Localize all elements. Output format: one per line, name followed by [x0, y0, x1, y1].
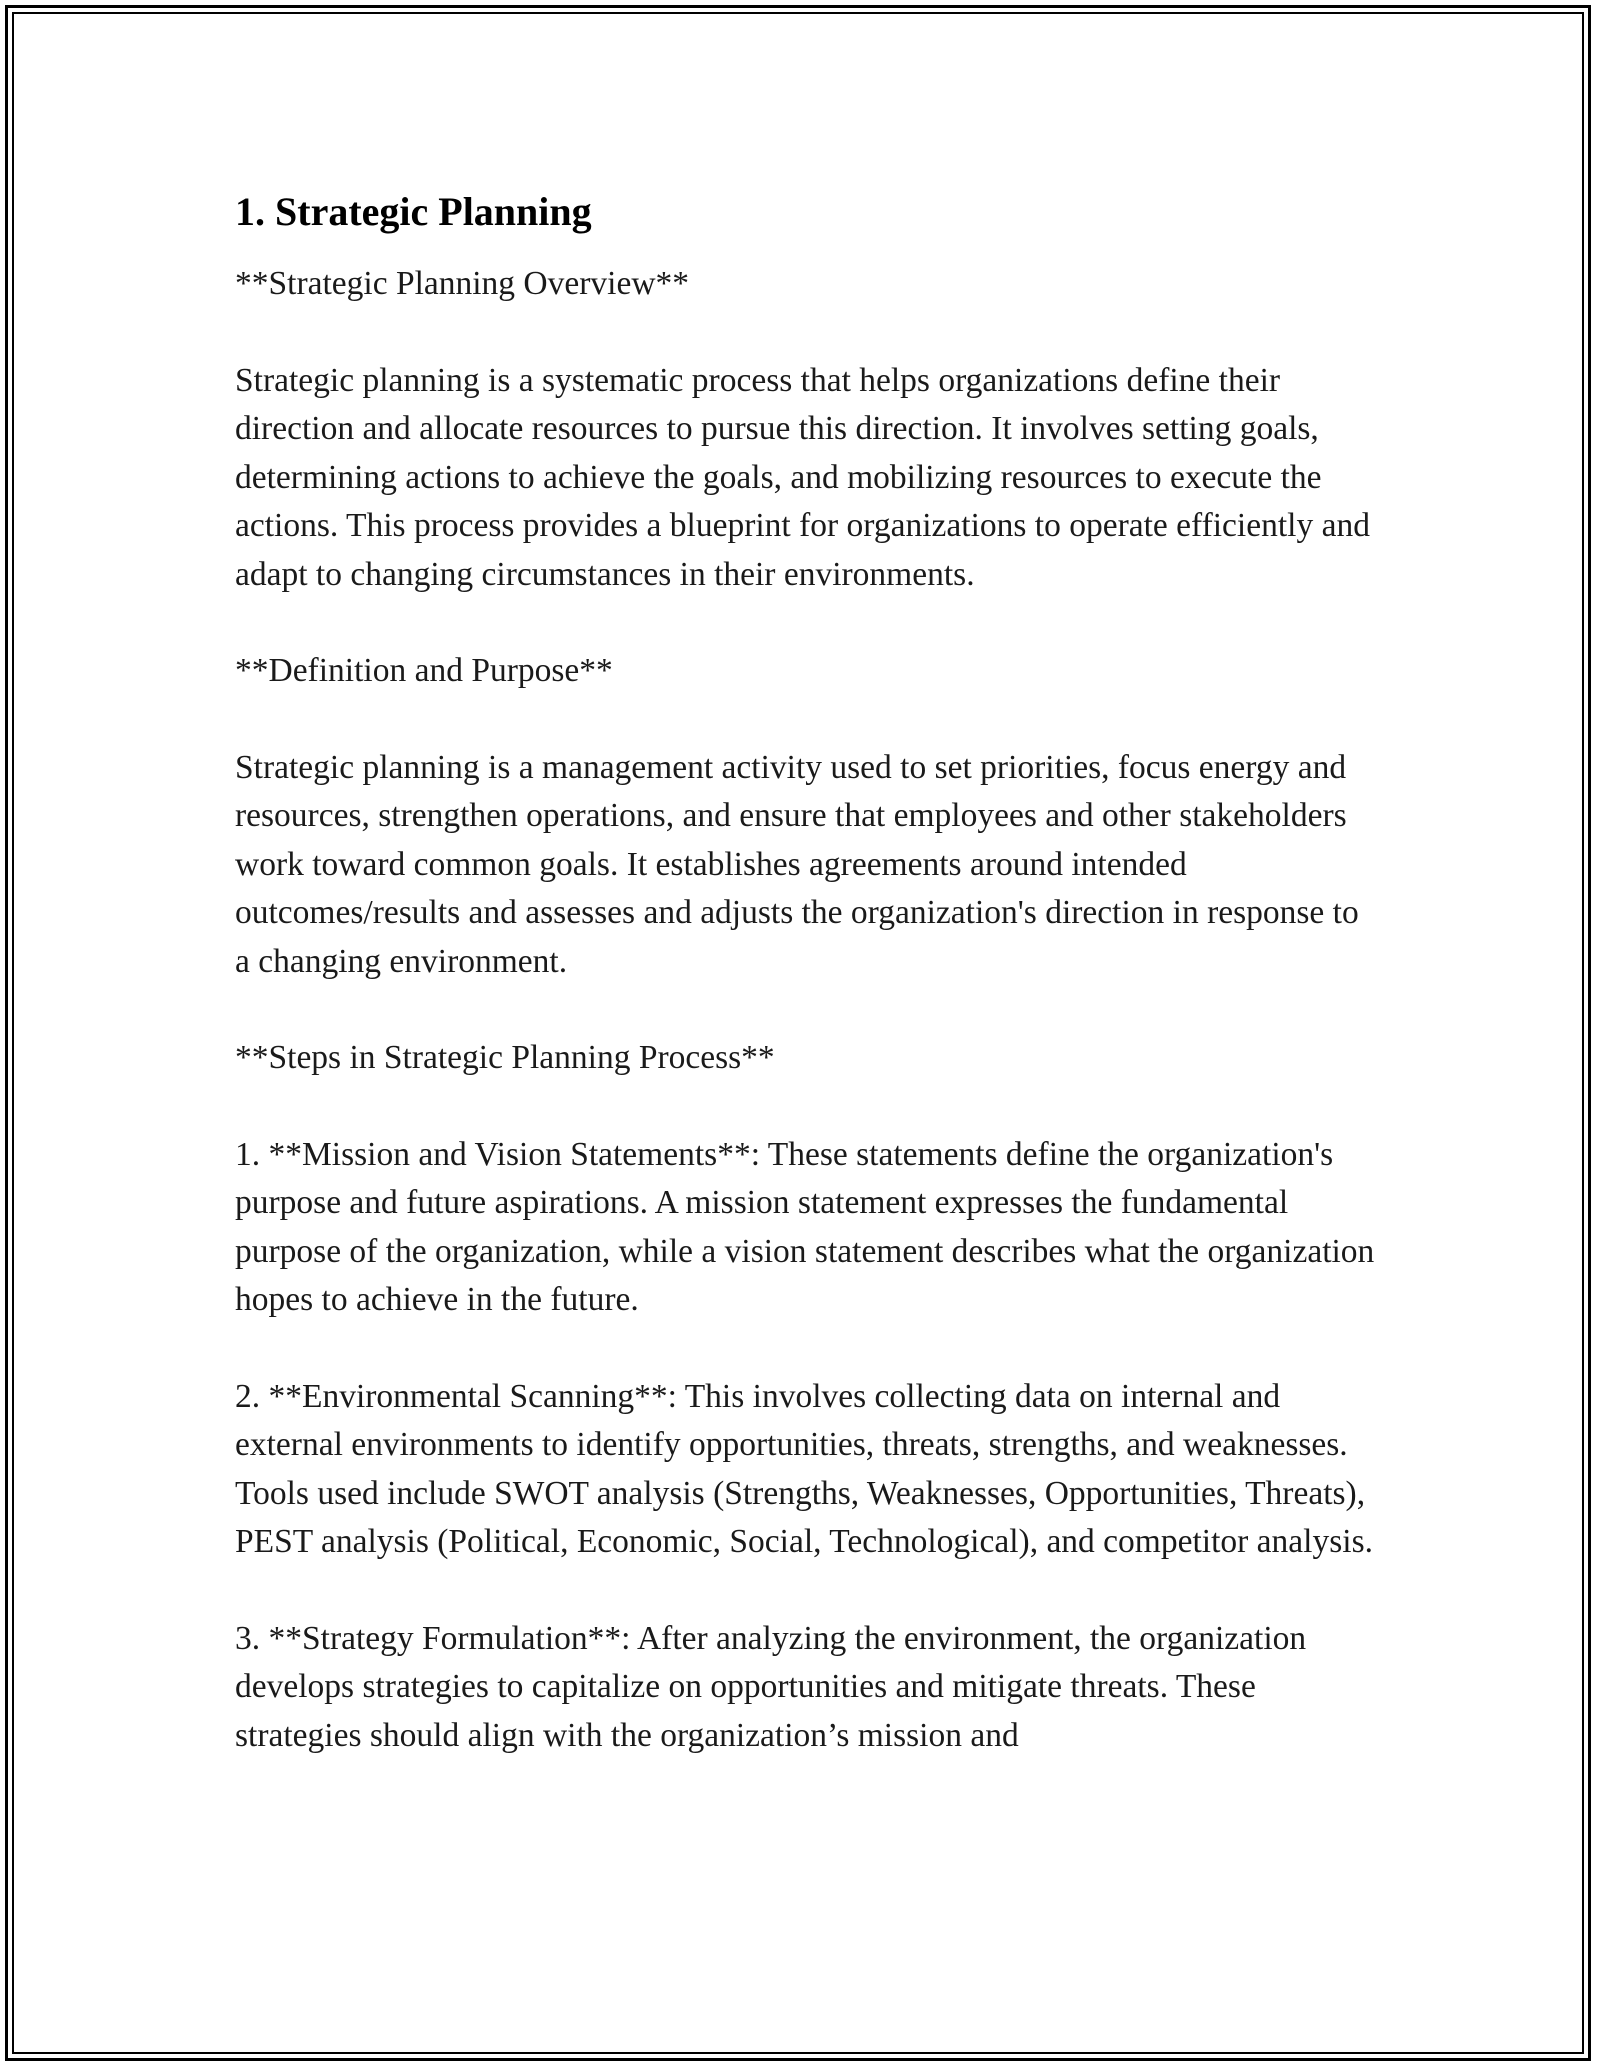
- list-item-step-1: 1. **Mission and Vision Statements**: These statements define the organization's purpose and future aspirations. A mission statement expresses the fundamental purpose of the organization, while a vision statement describes what the organization hopes to achieve in the future.: [235, 1135, 1375, 1318]
- page-title: 1. Strategic Planning: [235, 189, 592, 234]
- list-item-step-3: 3. **Strategy Formulation**: After analyzing the environment, the organization develops strategies to capitalize on opportunities and mitigate threats. These strategies should align with the organization’s mission and: [235, 1619, 1307, 1754]
- document-body: [235, 186, 1375, 1808]
- section-heading-overview: **Strategic Planning Overview**: [235, 265, 690, 302]
- paragraph-definition: Strategic planning is a management activity used to set priorities, focus energy and resources, strengthen operations, and ensure that employees and other stakeholders work toward common goals. It establishes agreements around intended outcomes/results and assesses and adjusts the organization's direction in response to a changing environment.: [235, 748, 1359, 980]
- section-heading-definition: **Definition and Purpose**: [235, 652, 613, 689]
- list-item-step-2: 2. **Environmental Scanning**: This involves collecting data on internal and external environments to identify opportunities, threats, strengths, and weaknesses. Tools used include SWOT analysis (Strengths, Weaknesses, Opportunities, Threats), PEST analysis (Political, Economic, Social, Technological), and competitor analysis.: [235, 1377, 1373, 1560]
- section-heading-steps: **Steps in Strategic Planning Process**: [235, 1039, 775, 1076]
- paragraph-overview: Strategic planning is a systematic process that helps organizations define their direction and allocate resources to pursue this direction. It involves setting goals, determining actions to achieve the goals, and mobilizing resources to execute the actions. This process provides a blueprint for organizations to operate efficiently and adapt to changing circumstances in their environments.: [235, 361, 1370, 593]
